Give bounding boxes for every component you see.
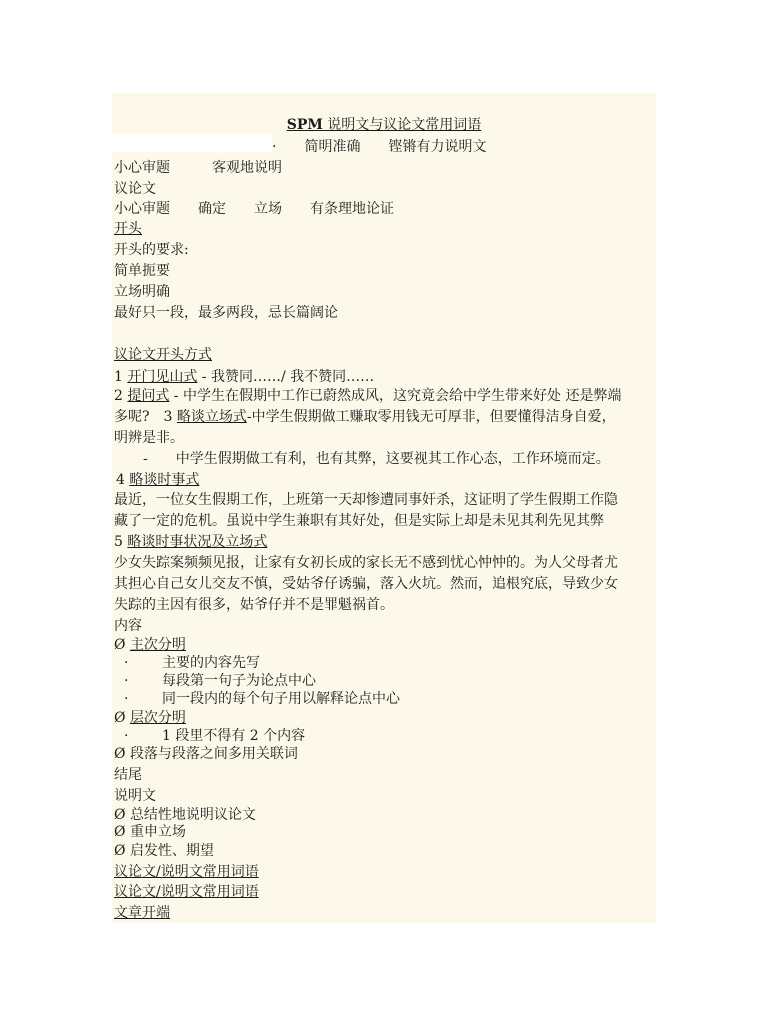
bullet-icon: · bbox=[124, 673, 129, 689]
text-line: 说明文 bbox=[114, 788, 156, 804]
list-item: 每段第一句子为论点中心 bbox=[162, 673, 316, 689]
ending-point bbox=[114, 806, 256, 824]
point-label: 主次分明 bbox=[129, 637, 186, 653]
arrow-bullet-icon: Ø bbox=[114, 710, 126, 726]
method-text: 明辨是非。 bbox=[114, 430, 184, 446]
text-line: 小心审题 确定 立场 有条理地论证 bbox=[114, 201, 394, 217]
ending-point bbox=[114, 823, 186, 841]
text-line: 议论文 bbox=[114, 181, 156, 197]
arrow-bullet-icon: Ø bbox=[114, 824, 126, 840]
bullet-icon: · bbox=[124, 655, 129, 671]
method-text: - 我赞同……/ 我不赞同…… bbox=[197, 369, 375, 385]
title-text: 说明文与议论文常用词语 bbox=[322, 117, 482, 133]
page-title bbox=[112, 116, 656, 134]
title-bold: SPM bbox=[286, 117, 323, 133]
section-heading: 结尾 bbox=[114, 767, 142, 783]
list-item: 主要的内容先写 bbox=[162, 655, 260, 671]
bullet-icon: · bbox=[124, 728, 129, 744]
text-line: 小心审题 客观地说明 bbox=[114, 160, 282, 176]
method-number: 2 bbox=[114, 388, 128, 404]
method-text: 多呢? 3 bbox=[114, 409, 177, 425]
redaction-bar bbox=[112, 134, 272, 152]
section-heading: 议论文/说明文常用词语 bbox=[114, 864, 259, 880]
point-label: 段落与段落之间多用关联词 bbox=[129, 746, 298, 762]
method-2 bbox=[114, 387, 621, 405]
arrow-bullet-icon: Ø bbox=[114, 746, 126, 762]
method-number: 5 bbox=[114, 534, 128, 550]
point-label: 重申立场 bbox=[129, 824, 186, 840]
paragraph-line: 少女失踪案频频见报，让家有女初长成的家长无不感到忧心忡忡的。为人父母者尤 bbox=[114, 555, 618, 571]
point-label: 层次分明 bbox=[129, 710, 186, 726]
method-name: 略谈立场式 bbox=[176, 409, 247, 425]
arrow-bullet-icon: Ø bbox=[114, 807, 126, 823]
method-4 bbox=[116, 471, 199, 489]
text-line: 立场明确 bbox=[114, 284, 170, 300]
method-text: - 中学生在假期中工作已蔚然成风，这究竟会给中学生带来好处 还是弊端 bbox=[169, 388, 622, 404]
paragraph-line: 其担心自己女儿交友不慎，受姑爷仔诱骗，落入火坑。然而，追根究底，导致少女 bbox=[114, 576, 618, 592]
method-example: - 中学生假期做工有利，也有其弊，这要视其工作心态，工作环境而定。 bbox=[143, 451, 610, 467]
section-heading: 开头 bbox=[114, 221, 142, 237]
list-item: 1 段里不得有 2 个内容 bbox=[162, 728, 306, 744]
subtitle-line: · 简明准确 铿锵有力说明文 bbox=[272, 139, 487, 155]
paragraph-line: 藏了一定的危机。虽说中学生兼职有其好处，但是实际上却是未见其利先见其弊 bbox=[114, 513, 604, 529]
bullet-icon: · bbox=[124, 691, 129, 707]
list-item: 同一段内的每个句子用以解释论点中心 bbox=[162, 691, 400, 707]
text-line: 开头的要求: bbox=[114, 242, 189, 258]
method-3 bbox=[114, 408, 616, 426]
paragraph-line: 失踪的主因有很多，姑爷仔并不是罪魁祸首。 bbox=[114, 597, 394, 613]
arrow-bullet-icon: Ø bbox=[114, 843, 126, 859]
method-name: 略谈时事状况及立场式 bbox=[127, 534, 268, 550]
method-number: 4 bbox=[116, 472, 130, 488]
section-heading: 议论文开头方式 bbox=[114, 347, 212, 363]
method-name: 略谈时事式 bbox=[129, 472, 200, 488]
ending-point bbox=[114, 842, 214, 860]
point-label: 总结性地说明议论文 bbox=[129, 807, 256, 823]
method-5 bbox=[114, 533, 267, 551]
section-heading: 文章开端 bbox=[114, 905, 170, 921]
method-number: 1 bbox=[114, 369, 128, 385]
arrow-bullet-icon: Ø bbox=[114, 637, 126, 653]
point-main-secondary bbox=[114, 636, 186, 654]
text-line: 简单扼要 bbox=[114, 263, 170, 279]
method-text: -中学生假期做工赚取零用钱无可厚非，但要懂得洁身自爱， bbox=[246, 409, 616, 425]
section-heading: 内容 bbox=[114, 618, 142, 634]
method-name: 提问式 bbox=[127, 388, 170, 404]
text-line: 最好只一段，最多两段，忌长篇阔论 bbox=[114, 305, 338, 321]
method-1 bbox=[114, 368, 374, 386]
point-label: 启发性、期望 bbox=[129, 843, 214, 859]
paragraph-line: 最近，一位女生假期工作，上班第一天却惨遭同事奸杀，这证明了学生假期工作隐 bbox=[114, 492, 618, 508]
point-levels bbox=[114, 709, 186, 727]
method-name: 开门见山式 bbox=[127, 369, 198, 385]
section-heading: 议论文/说明文常用词语 bbox=[114, 884, 259, 900]
document-page bbox=[112, 93, 656, 923]
point-connectives bbox=[114, 745, 298, 763]
